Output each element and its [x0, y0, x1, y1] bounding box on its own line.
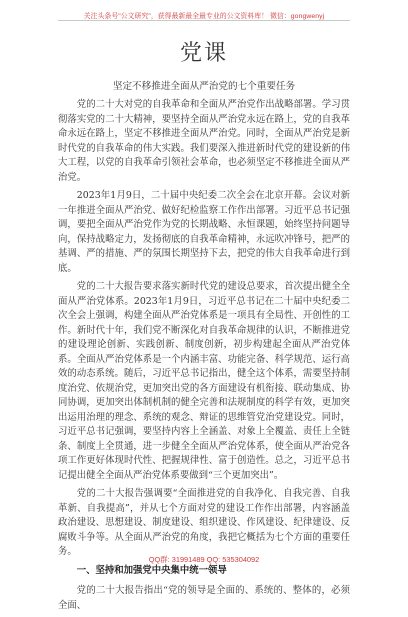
header-banner: 关注头条号"公文研究"，获得最新最全最专业的公文资料库！ 微信：gongwenyj	[83, 13, 325, 20]
document-subtitle: 坚定不移推进全面从严治党的七个重要任务	[112, 81, 296, 92]
paragraph: 党的二十大报告指出“党的领导是全面的、系统的、整体的，必须全面、	[58, 585, 350, 611]
section-heading: 一、坚持和加强党中央集中统一领导	[76, 564, 227, 576]
document-body	[58, 98, 350, 617]
paragraph: 党的二十大报告强调要“全面推进党的自我净化、自我完善、自我革新、自我提高”，并从七个方面对党的建设工作作出部署，内容涵盖政治建设、思想建设、制度建设、组织建设、作风建设、纪律建设、反腐败斗争等。从全面从严治党的角度，我把它概括为七个方面的重要任务。	[58, 488, 350, 557]
footer-contact: QQ群: 31991489 QQ: 535304092	[148, 555, 260, 564]
paragraph: 党的二十大报告要求落实新时代党的建设总要求，首次提出健全全面从严治党体系。2023年1月9日，习近平总书记在二十届中央纪委二次全会上强调，构建全面从严治党体系是一项具有全局性、开创性的工作。新时代十年，我们党不断深化对自我革命规律的认识，不断推进党的建设理论创新、实践创新、制度创新，初步构建起全面从严治党体系。全面从严治党体系是一个内涵丰富、功能完备、科学规范、运行高效的动态系统。随后，习近平总书记指出，健全这个体系，需要坚持制度治党、依规治党，更加突出党的各方面建设有机衔接、联动集成、协同协调，更加突出体制机制的健全完善和法规制度的科学有效，更加突出运用治理的理念、系统的观念、辩证的思维管党治党建设党。同时，习近平总书记强调，要坚持内容上全涵盖、对象上全覆盖、责任上全链条、制度上全贯通，进一步健全全面从严治党体系，使全面从严治党各项工作更好体现时代性、把握规律性、富于创造性。总之，习近平总书记提出健全全面从严治党体系要做到“三个更加突出”。	[58, 281, 350, 481]
paragraph: 党的二十大对党的自我革命和全面从严治党作出战略部署。学习贯彻落实党的二十大精神，要坚持全面从严治党永远在路上，党的自我革命永远在路上，坚定不移推进全面从严治党。同时，全面从严治党是新时代党的自我革命的伟大实践。我们要深入推进新时代党的建设新的伟大工程，以党的自我革命引领社会革命，也必须坚定不移推进全面从严治党。	[58, 99, 350, 183]
document-title: 党课	[179, 41, 228, 66]
paragraph: 2023年1月9日，二十届中央纪委二次全会在北京开幕。会议对新一年推进全面从严治党、做好纪检监察工作作出部署。习近平总书记强调，要把全面从严治党作为党的长期战略、永恒课题，始终坚持问题导向，保持战略定力，发扬彻底的自我革命精神，永远吹冲锋号，把严的基调、严的措施、严的氛围长期坚持下去，把党的伟大自我革命进行到底。	[58, 190, 350, 274]
header-divider	[58, 20, 350, 21]
